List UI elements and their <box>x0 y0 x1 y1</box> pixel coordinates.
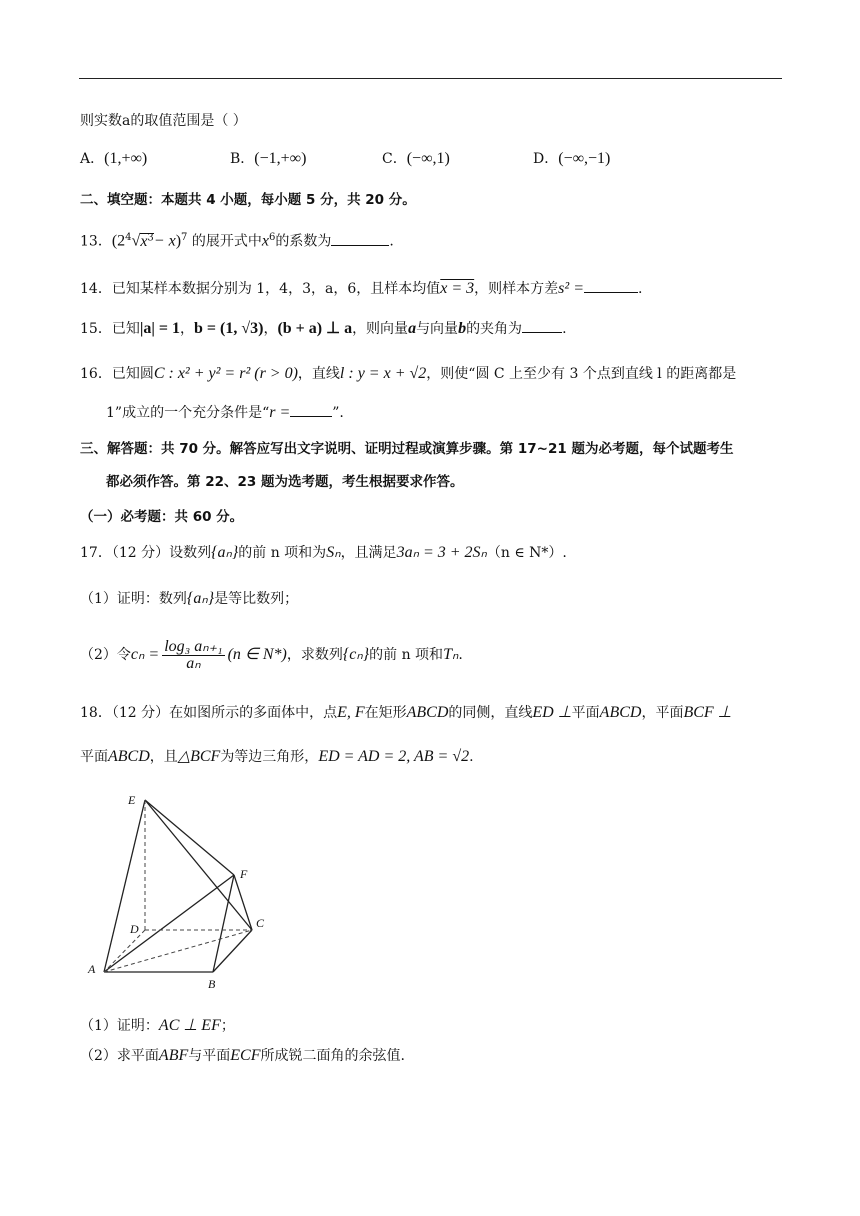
q17-part2: （2）令cₙ = $\frac{\text{log₃ aₙ₊₁}}{\text{aₙ}}$ (n ∈ N*)，求数列{cₙ}的前 n 项和Tₙ. <box>80 637 463 672</box>
header-rule <box>79 78 782 79</box>
q14-blank[interactable] <box>584 280 638 293</box>
q14: 14．已知某样本数据分别为 1，4，3，a，6，且样本均值x = 3，则样本方差s² = . <box>80 280 643 297</box>
section3-subheading: （一）必考题：共 60 分。 <box>80 509 244 525</box>
label-d: D <box>130 922 139 936</box>
q17-part1: （1）证明：数列{aₙ}是等比数列； <box>80 590 299 607</box>
q12-options <box>80 149 780 171</box>
q12-stem-text: 则实数a的取值范围是（ ） <box>80 113 247 129</box>
section3-heading-2: 都必须作答。第 22、23 题为选考题，考生根据要求作答。 <box>106 474 464 490</box>
edge-ec <box>145 800 252 930</box>
option-c: C．(−∞,1) <box>382 150 450 167</box>
q13-blank[interactable] <box>331 233 389 246</box>
edge-fb <box>213 875 234 972</box>
option-d: D．(−∞,−1) <box>533 150 611 167</box>
q12-stem <box>80 111 247 131</box>
q16-blank[interactable] <box>290 404 332 417</box>
q18-line1: 18．（12 分）在如图所示的多面体中，点E, F在矩形ABCD的同侧，直线ED ⊥平面ABCD，平面BCF ⊥ <box>80 704 732 721</box>
q17-fraction: $\frac{\text{log₃ aₙ₊₁}}{\text{aₙ}}$ <box>164 637 223 672</box>
q16-line2: 1”成立的一个充分条件是“r = ”. <box>106 404 344 421</box>
q16-line1: 16．已知圆C : x² + y² = r² (r > 0)，直线l : y = x + √2，则使“圆 C 上至少有 3 个点到直线 l 的距离都是 <box>80 365 737 382</box>
label-f: F <box>240 867 248 881</box>
label-e: E <box>128 793 136 807</box>
edge-ac <box>104 930 252 972</box>
label-c: C <box>256 916 265 930</box>
edge-ef <box>145 800 234 875</box>
q18-line2: 平面ABCD，且△BCF为等边三角形，ED = AD = 2, AB = √2. <box>80 748 474 765</box>
section3-heading-1: 三、解答题：共 70 分。解答应写出文字说明、证明过程或演算步骤。第 17~21 题为必考题，每个试题考生 <box>80 441 734 457</box>
option-b: B．(−1,+∞) <box>230 150 307 167</box>
q15: 15．已知|a| = 1，b = (1, √3)，(b + a) ⊥ a，则向量a与向量b的夹角为 . <box>80 320 567 337</box>
q15-blank[interactable] <box>522 320 562 333</box>
q13: 13．$(2^4√x^3- x)^7$ 的展开式中$x^6$的系数为 . <box>80 232 394 250</box>
polyhedron-figure <box>80 790 280 995</box>
q18-part2: （2）求平面ABF与平面ECF所成锐二面角的余弦值. <box>80 1047 405 1064</box>
q18-part1: （1）证明：AC ⊥ EF； <box>80 1017 235 1034</box>
edge-fc <box>234 875 252 930</box>
q17-stem: 17．（12 分）设数列{aₙ}的前 n 项和为Sₙ，且满足3aₙ = 3 + 2Sₙ（n ∈ N*）. <box>80 544 567 561</box>
section2-heading: 二、填空题：本题共 4 小题，每小题 5 分，共 20 分。 <box>80 192 416 208</box>
option-a: A．(1,+∞) <box>80 150 148 167</box>
label-a: A <box>88 962 96 976</box>
edge-bc <box>213 930 252 972</box>
label-b: B <box>208 977 216 991</box>
